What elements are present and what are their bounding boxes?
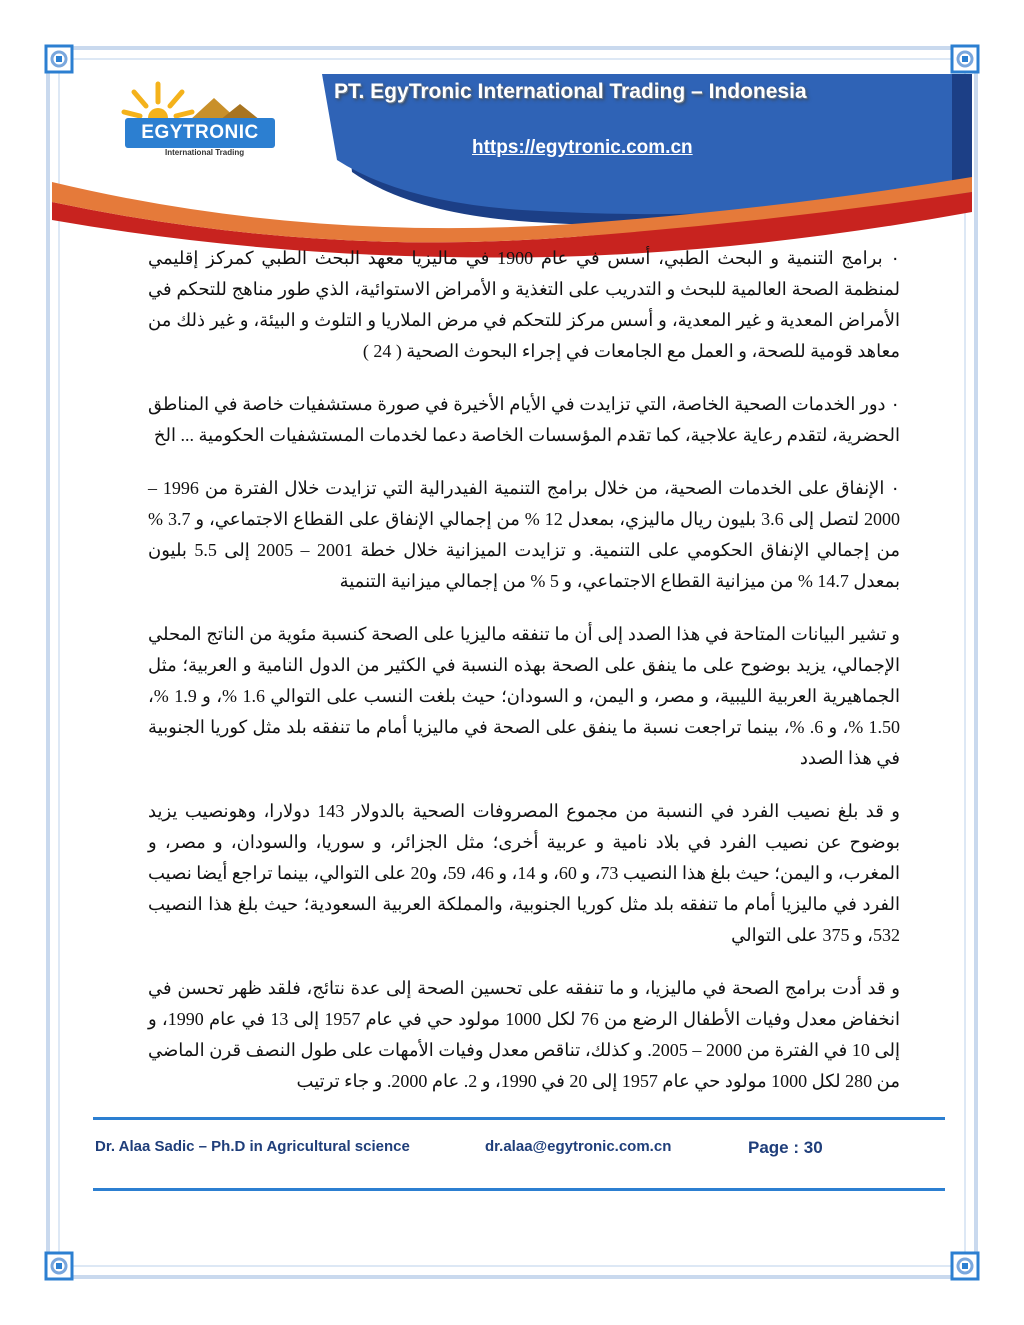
paragraph-medical-research: ٠ برامج التنمية و البحث الطبي، أسس في عام 1900 في ماليزيا معهد البحث الطبي كمركز إقليمي لمنظمة الصحة العالمية للبحث و التدريب على التغذية و الأمراض الاستوائية، الذي طور مناهج للتحكم في الأمراض المعدية و غير المعدية، و أسس مركز للتحكم في مرض الملاريا و التلوث و البيئة، و غير ذلك من معاهد قومية للصحة، و العمل مع الجامعات في إجراء البحوث الصحية ( 24 ) xyxy=(148,248,901,361)
paragraph-per-capita: و قد بلغ نصيب الفرد في النسبة من مجموع المصروفات الصحية بالدولار 143 دولارا، وهونصيب يزيد بوضوح عن نصيب الفرد في بلاد نامية و عربية أخرى؛ مثل الجزائر، و سوريا، والسودان، و مصر، و المغرب، و اليمن؛ حيث بلغ هذا النصيب 73، و 60، و 14، و 46، 59، و20 على التوالي، بينما تراجع أيضا نصيب الفرد في ماليزيا أمام ما تنفقه بلد مثل كوريا الجنوبية، والمملكة العربية السعودية؛ حيث بلغ هذا النصيب 532، و 375 على التوالي xyxy=(148,801,900,945)
corner-ornament-bottom-left xyxy=(42,1249,76,1283)
website-link[interactable]: https://egytronic.com.cn xyxy=(472,137,693,158)
logo-subtitle: International Trading xyxy=(165,148,245,157)
paragraph-gdp-share: و تشير البيانات المتاحة في هذا الصدد إلى أن ما تنفقه ماليزيا على الصحة كنسبة مئوية من الناتج المحلي الإجمالي، يزيد بوضوح على ما ينفق على الصحة بهذه النسبة في الكثير من الدول النامية و العربية؛ مثل الجماهيرية العربية الليبية، و مصر، و اليمن، و السودان؛ حيث بلغت النسب على التوالي 1.6 %، و 1.9 %، 1.50 %، و 6. %، بينما تراجعت نسبة ما ينفق على الصحة في ماليزيا أمام ما تنفقه بلد مثل كوريا الجنوبية في هذا الصدد xyxy=(148,624,901,768)
footer-rule-top xyxy=(93,1117,945,1120)
company-name: PT. EgyTronic International Trading – Indonesia xyxy=(334,80,807,103)
paragraph-private-health: ٠ دور الخدمات الصحية الخاصة، التي تزايدت في الأيام الأخيرة في صورة مستشفيات خاصة في المناطق الحضرية، لتقدم رعاية علاجية، كما تقدم المؤسسات الخاصة دعما لخدمات المستشفيات الحكومية ... الخ xyxy=(148,394,900,445)
paragraph-outcomes: و قد أدت برامج الصحة في ماليزيا، و ما تنفقه على تحسين الصحة إلى عدة نتائج، فلقد ظهر تحسن في انخفاض معدل وفيات الأطفال الرضع من 76 لكل 1000 مولود حي في عام 1957 إلى 13 في عام 1990، و إلى 10 في الفترة من 2000 – 2005. و كذلك، تناقص معدل وفيات الأمهات على طول النصف قرن الماضي من 280 لكل 1000 مولود حي عام 1957 إلى 20 في 1990، و 2. عام 2000. و جاء ترتيب xyxy=(148,978,901,1091)
footer-email[interactable]: dr.alaa@egytronic.com.cn xyxy=(485,1138,672,1155)
corner-ornament-bottom-right xyxy=(948,1249,982,1283)
footer-author: Dr. Alaa Sadic – Ph.D in Agricultural science xyxy=(95,1138,410,1155)
paragraph-health-spending: ٠ الإنفاق على الخدمات الصحية، من خلال برامج التنمية الفيدرالية التي تزايدت خلال الفترة من 1996 – 2000 لتصل إلى 3.6 بليون ريال ماليزي، بمعدل 12 % من إجمالي الإنفاق على القطاع الاجتماعي، و 3.7 % من إجمالي الإنفاق الحكومي على التنمية. و تزايدت الميزانية خلال خطة 2001 – 2005 إلى 5.5 بليون بمعدل 14.7 % من ميزانية القطاع الاجتماعي، و 5 % من إجمالي ميزانية التنمية xyxy=(148,478,901,591)
footer-rule-bottom xyxy=(93,1188,945,1191)
logo-pyramids-icon xyxy=(190,96,260,120)
article-body xyxy=(148,243,900,1119)
footer-page-number: Page : 30 xyxy=(748,1138,823,1157)
logo-sun-icon xyxy=(118,78,198,122)
logo-wordmark: EGYTRONIC xyxy=(125,118,275,148)
